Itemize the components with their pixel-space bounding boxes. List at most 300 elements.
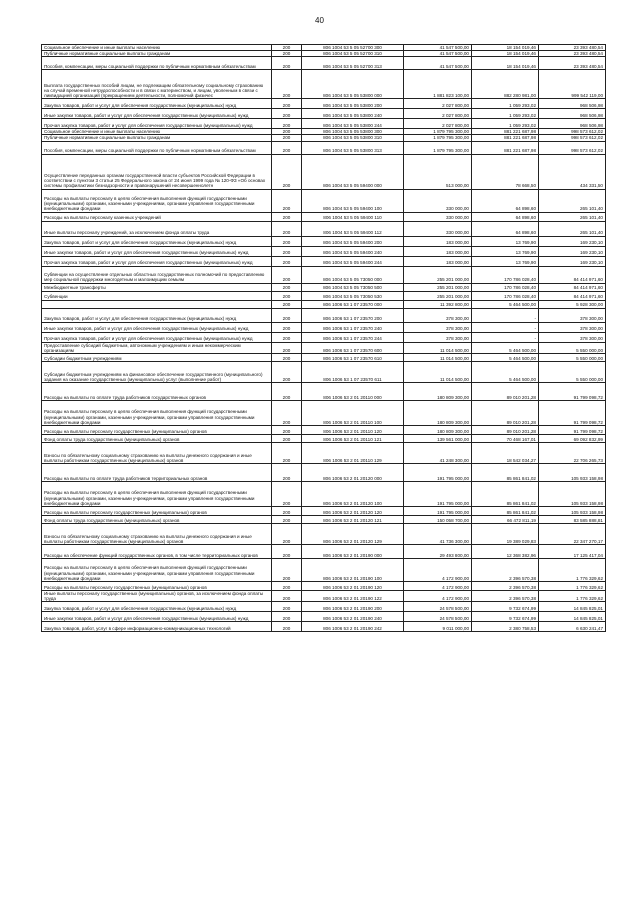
row-budget-code: 806 1006 53 2 01 20110 000 bbox=[302, 382, 404, 400]
row-budget-code: 806 1006 53 1 07 23570 600 bbox=[302, 342, 404, 353]
row-budget-code: 806 1006 53 2 01 20120 129 bbox=[302, 523, 404, 544]
budget-execution-table bbox=[41, 44, 606, 632]
table-row bbox=[42, 256, 606, 266]
row-code: 200 bbox=[272, 266, 302, 283]
table-row bbox=[42, 622, 606, 632]
row-name: Закупка товаров, работ и услуг для обеспечения государственных (муниципальных) нужд bbox=[42, 602, 272, 612]
row-assigned-amount: 41 248 300,00 bbox=[404, 442, 472, 463]
row-executed-amount: 13 769,90 bbox=[472, 256, 539, 266]
row-budget-code: 806 1004 53 5 05 59400 244 bbox=[302, 256, 404, 266]
row-executed-amount: 882 280 981,00 bbox=[472, 70, 539, 99]
row-budget-code: 806 1006 53 2 01 20190 100 bbox=[302, 558, 404, 581]
row-budget-code: 806 1006 53 2 01 20190 120 bbox=[302, 581, 404, 590]
row-executed-amount: 1 059 293,02 bbox=[472, 99, 539, 109]
row-name: Расходы на выплаты по оплате труда работников государственных органов bbox=[42, 382, 272, 400]
table-row bbox=[42, 283, 606, 291]
row-name: Расходы на выплаты персоналу государственных (муниципальных) органов bbox=[42, 425, 272, 434]
row-executed-amount: 13 769,90 bbox=[472, 246, 539, 256]
row-name: Выплата государственных пособий лицам, не подлежащим обязательному социальному страхованию на случай временной нетрудоспособности и в связи с материнством, и лицам, уволенным в связи с ликвидацией организаций (прекращением деятельности, полномочий физичес bbox=[42, 70, 272, 99]
table-row bbox=[42, 308, 606, 322]
row-budget-code: 806 1006 53 2 01 20120 100 bbox=[302, 481, 404, 506]
row-executed-amount: 85 861 841,02 bbox=[472, 463, 539, 481]
row-unexecuted-amount: 83 585 888,81 bbox=[539, 515, 606, 523]
row-name: Прочая закупка товаров, работ и услуг для обеспечения государственных (муниципальных) нужд bbox=[42, 119, 272, 129]
row-budget-code: 806 1004 53 5 05 53800 244 bbox=[302, 119, 404, 129]
row-code: 200 bbox=[272, 51, 302, 57]
row-code: 200 bbox=[272, 135, 302, 141]
row-name: Публичные нормативные социальные выплаты гражданам bbox=[42, 135, 272, 141]
row-code: 200 bbox=[272, 361, 302, 382]
row-budget-code: 806 1004 53 5 05 59400 240 bbox=[302, 246, 404, 256]
row-budget-code: 806 1004 53 5 05 53800 310 bbox=[302, 135, 404, 141]
table-row bbox=[42, 212, 606, 221]
table-row bbox=[42, 558, 606, 581]
row-budget-code: 806 1004 53 5 05 53800 000 bbox=[302, 70, 404, 99]
row-assigned-amount: 378 300,00 bbox=[404, 322, 472, 332]
row-name: Иные закупки товаров, работ и услуг для обеспечения государственных (муниципальных) нужд bbox=[42, 246, 272, 256]
row-code: 200 bbox=[272, 515, 302, 523]
row-assigned-amount: 11 014 500,00 bbox=[404, 353, 472, 361]
row-executed-amount: 2 396 570,38 bbox=[472, 581, 539, 590]
row-assigned-amount: 180 809 300,00 bbox=[404, 400, 472, 425]
row-assigned-amount: 255 201 000,00 bbox=[404, 283, 472, 291]
row-budget-code: 806 1006 53 2 01 20120 000 bbox=[302, 463, 404, 481]
row-code: 200 bbox=[272, 291, 302, 300]
row-name: Межбюджетные трансферты bbox=[42, 283, 272, 291]
row-assigned-amount: 2 027 800,00 bbox=[404, 119, 472, 129]
row-unexecuted-amount: 17 125 417,04 bbox=[539, 544, 606, 558]
row-budget-code: 806 1004 53 5 05 59400 110 bbox=[302, 212, 404, 221]
row-unexecuted-amount: 378 300,00 bbox=[539, 308, 606, 322]
row-unexecuted-amount: 23 393 480,54 bbox=[539, 57, 606, 70]
row-unexecuted-amount: 998 573 612,02 bbox=[539, 141, 606, 154]
row-unexecuted-amount: 5 928 300,00 bbox=[539, 300, 606, 308]
table-row bbox=[42, 189, 606, 212]
row-name: Закупка товаров, работ и услуг для обеспечения государственных (муниципальных) нужд bbox=[42, 308, 272, 322]
row-assigned-amount: 41 547 500,00 bbox=[404, 57, 472, 70]
page-number: 40 bbox=[315, 16, 324, 25]
table-row bbox=[42, 342, 606, 353]
row-assigned-amount: 41 547 500,00 bbox=[404, 51, 472, 57]
row-assigned-amount: 1 879 795 300,00 bbox=[404, 129, 472, 135]
row-executed-amount: 78 668,50 bbox=[472, 154, 539, 189]
row-name: Расходы на обеспечение функций государственных органов, в том числе территориальных органов bbox=[42, 544, 272, 558]
row-executed-amount: 5 464 500,00 bbox=[472, 342, 539, 353]
row-budget-code: 806 1004 53 5 05 52700 300 bbox=[302, 45, 404, 51]
row-assigned-amount: 2 027 800,00 bbox=[404, 99, 472, 109]
table-row bbox=[42, 129, 606, 135]
row-code: 200 bbox=[272, 154, 302, 189]
row-name: Закупка товаров, работ и услуг для обеспечения государственных (муниципальных) нужд bbox=[42, 236, 272, 246]
row-executed-amount: 89 010 201,28 bbox=[472, 400, 539, 425]
table-row bbox=[42, 544, 606, 558]
table-row bbox=[42, 154, 606, 189]
row-code: 200 bbox=[272, 141, 302, 154]
row-code: 200 bbox=[272, 602, 302, 612]
row-budget-code: 806 1006 53 2 01 20120 120 bbox=[302, 506, 404, 515]
row-executed-amount: 18 154 019,46 bbox=[472, 45, 539, 51]
row-name: Субсидии бюджетным учреждениям bbox=[42, 353, 272, 361]
row-executed-amount: 1 059 293,02 bbox=[472, 119, 539, 129]
row-assigned-amount: 4 172 900,00 bbox=[404, 558, 472, 581]
row-budget-code: 806 1006 53 2 01 20190 200 bbox=[302, 602, 404, 612]
row-executed-amount: 9 732 674,99 bbox=[472, 602, 539, 612]
row-assigned-amount: 330 000,00 bbox=[404, 221, 472, 236]
row-executed-amount: 9 732 674,99 bbox=[472, 612, 539, 622]
row-assigned-amount: 183 000,00 bbox=[404, 256, 472, 266]
row-assigned-amount: 378 300,00 bbox=[404, 332, 472, 342]
row-budget-code: 806 1006 53 2 01 20110 121 bbox=[302, 434, 404, 442]
row-unexecuted-amount: 84 414 971,60 bbox=[539, 266, 606, 283]
row-unexecuted-amount: 1 776 329,62 bbox=[539, 558, 606, 581]
row-budget-code: 806 1004 53 5 05 73050 500 bbox=[302, 283, 404, 291]
table-row bbox=[42, 425, 606, 434]
row-code: 200 bbox=[272, 581, 302, 590]
row-name: Фонд оплаты труда государственных (муниципальных) органов bbox=[42, 434, 272, 442]
row-assigned-amount: 24 578 500,00 bbox=[404, 602, 472, 612]
row-executed-amount: 5 464 500,00 bbox=[472, 361, 539, 382]
row-budget-code: 806 1006 53 1 07 23570 611 bbox=[302, 361, 404, 382]
row-executed-amount: 19 389 029,83 bbox=[472, 523, 539, 544]
row-unexecuted-amount: 169 230,10 bbox=[539, 236, 606, 246]
row-name: Предоставление субсидий бюджетным, автономным учреждениям и иным некоммерческим организациям bbox=[42, 342, 272, 353]
row-unexecuted-amount: 69 092 832,99 bbox=[539, 434, 606, 442]
row-executed-amount: 18 154 019,46 bbox=[472, 51, 539, 57]
row-name: Расходы на выплаты персоналу в целях обеспечения выполнения функций государственными (муниципальными) органами, казенными учреждениями, органами управления государственными внебюджетными фондами bbox=[42, 481, 272, 506]
table-row bbox=[42, 523, 606, 544]
row-name: Расходы на выплаты персоналу в целях обеспечения выполнения функций государственными (муниципальными) органами, казенными учреждениями, органами управления государственными внебюджетными фондами bbox=[42, 400, 272, 425]
row-code: 200 bbox=[272, 236, 302, 246]
table-row bbox=[42, 581, 606, 590]
row-name: Субвенции bbox=[42, 291, 272, 300]
row-name: Расходы на выплаты персоналу казенных учреждений bbox=[42, 212, 272, 221]
row-unexecuted-amount: 22 706 265,73 bbox=[539, 442, 606, 463]
table-row bbox=[42, 109, 606, 119]
row-budget-code: 806 1006 53 1 07 23570 000 bbox=[302, 300, 404, 308]
row-code: 200 bbox=[272, 308, 302, 322]
row-name: Иные закупки товаров, работ и услуг для обеспечения государственных (муниципальных) нужд bbox=[42, 109, 272, 119]
row-unexecuted-amount: 378 300,00 bbox=[539, 322, 606, 332]
row-budget-code: 806 1004 53 5 05 52700 310 bbox=[302, 51, 404, 57]
row-name bbox=[42, 300, 272, 308]
row-assigned-amount: 180 809 300,00 bbox=[404, 382, 472, 400]
table-row bbox=[42, 515, 606, 523]
row-assigned-amount: 41 736 300,00 bbox=[404, 523, 472, 544]
row-unexecuted-amount: 265 101,40 bbox=[539, 189, 606, 212]
row-name: Взносы по обязательному социальному страхованию на выплаты денежного содержания и иные выплаты работникам государственных (муниципальных) органов bbox=[42, 442, 272, 463]
table-row bbox=[42, 506, 606, 515]
row-assigned-amount: 41 547 500,00 bbox=[404, 45, 472, 51]
row-executed-amount: 12 368 382,96 bbox=[472, 544, 539, 558]
row-code: 200 bbox=[272, 256, 302, 266]
table-row bbox=[42, 135, 606, 141]
row-assigned-amount: 1 879 795 300,00 bbox=[404, 135, 472, 141]
row-unexecuted-amount: 265 101,40 bbox=[539, 212, 606, 221]
row-unexecuted-amount: 999 542 119,00 bbox=[539, 70, 606, 99]
row-unexecuted-amount: 265 101,40 bbox=[539, 221, 606, 236]
row-budget-code: 806 1004 53 5 05 59400 000 bbox=[302, 154, 404, 189]
row-unexecuted-amount: 23 393 480,54 bbox=[539, 51, 606, 57]
row-name: Публичные нормативные социальные выплаты гражданам bbox=[42, 51, 272, 57]
table-row bbox=[42, 99, 606, 109]
row-name: Прочая закупка товаров, работ и услуг для обеспечения государственных (муниципальных) нужд bbox=[42, 332, 272, 342]
row-executed-amount: 64 898,60 bbox=[472, 212, 539, 221]
row-budget-code: 806 1004 53 5 05 53800 300 bbox=[302, 129, 404, 135]
row-assigned-amount: 255 201 000,00 bbox=[404, 291, 472, 300]
table-row bbox=[42, 361, 606, 382]
row-code: 200 bbox=[272, 283, 302, 291]
row-budget-code: 806 1006 53 1 07 23570 240 bbox=[302, 322, 404, 332]
row-name: Субвенции на осуществление отдельных областных государственных полномочий по предоставлению мер социальной поддержки многодетным и малоимущим семьям bbox=[42, 266, 272, 283]
row-budget-code: 806 1004 53 5 05 53800 240 bbox=[302, 109, 404, 119]
row-budget-code: 806 1004 53 5 05 53800 200 bbox=[302, 99, 404, 109]
table-row bbox=[42, 70, 606, 99]
row-unexecuted-amount: 169 230,10 bbox=[539, 256, 606, 266]
table-row bbox=[42, 57, 606, 70]
row-code: 200 bbox=[272, 544, 302, 558]
row-unexecuted-amount: 84 414 971,60 bbox=[539, 283, 606, 291]
row-executed-amount: - bbox=[472, 308, 539, 322]
row-name: Расходы на выплаты персоналу государственных (муниципальных) органов bbox=[42, 506, 272, 515]
row-name: Иные выплаты персоналу учреждений, за исключением фонда оплаты труда bbox=[42, 221, 272, 236]
row-executed-amount: 89 010 201,28 bbox=[472, 425, 539, 434]
row-executed-amount: 64 898,60 bbox=[472, 189, 539, 212]
row-unexecuted-amount: 105 933 158,98 bbox=[539, 481, 606, 506]
row-assigned-amount: 183 000,00 bbox=[404, 236, 472, 246]
row-unexecuted-amount: 6 630 241,47 bbox=[539, 622, 606, 632]
row-executed-amount: 881 221 687,98 bbox=[472, 135, 539, 141]
row-name: Расходы на выплаты персоналу в целях обеспечения выполнения функций государственными (муниципальными) органами, казенными учреждениями, органами управления государственными внебюджетными фондами bbox=[42, 558, 272, 581]
row-budget-code: 806 1006 53 2 01 20110 100 bbox=[302, 400, 404, 425]
row-unexecuted-amount: 91 799 098,72 bbox=[539, 400, 606, 425]
row-name: Расходы на выплаты по оплате труда работников территориальных органов bbox=[42, 463, 272, 481]
row-code: 200 bbox=[272, 70, 302, 99]
row-budget-code: 806 1006 53 2 01 20190 240 bbox=[302, 612, 404, 622]
row-unexecuted-amount: 91 799 098,72 bbox=[539, 382, 606, 400]
row-name: Расходы на выплаты персоналу в целях обеспечения выполнения функций государственными (муниципальными) органами, казенными учреждениями, органами управления государственными внебюджетными фондами bbox=[42, 189, 272, 212]
row-assigned-amount: 11 014 500,00 bbox=[404, 342, 472, 353]
row-executed-amount: 1 059 293,02 bbox=[472, 109, 539, 119]
row-assigned-amount: 330 000,00 bbox=[404, 212, 472, 221]
row-assigned-amount: 24 578 500,00 bbox=[404, 612, 472, 622]
row-executed-amount: 5 464 500,00 bbox=[472, 353, 539, 361]
row-code: 200 bbox=[272, 99, 302, 109]
row-code: 200 bbox=[272, 442, 302, 463]
row-executed-amount: 85 861 841,02 bbox=[472, 481, 539, 506]
table-row bbox=[42, 332, 606, 342]
row-assigned-amount: 191 795 000,00 bbox=[404, 463, 472, 481]
row-assigned-amount: 4 172 900,00 bbox=[404, 590, 472, 601]
row-executed-amount: 13 769,90 bbox=[472, 236, 539, 246]
row-assigned-amount: 150 058 700,00 bbox=[404, 515, 472, 523]
table-row bbox=[42, 353, 606, 361]
row-name: Пособия, компенсации, меры социальной поддержки по публичным нормативным обязательствам bbox=[42, 57, 272, 70]
row-unexecuted-amount: 968 506,98 bbox=[539, 109, 606, 119]
row-executed-amount: 89 010 201,28 bbox=[472, 382, 539, 400]
row-assigned-amount: 139 561 000,00 bbox=[404, 434, 472, 442]
row-unexecuted-amount: 5 550 000,00 bbox=[539, 353, 606, 361]
row-name: Социальное обеспечение и иные выплаты населению bbox=[42, 129, 272, 135]
table-row bbox=[42, 590, 606, 601]
table-row bbox=[42, 221, 606, 236]
table-row bbox=[42, 602, 606, 612]
row-budget-code: 806 1006 53 2 01 20110 120 bbox=[302, 425, 404, 434]
table-row bbox=[42, 463, 606, 481]
table-row bbox=[42, 322, 606, 332]
row-code: 200 bbox=[272, 342, 302, 353]
row-budget-code: 806 1006 53 2 01 20110 129 bbox=[302, 442, 404, 463]
row-code: 200 bbox=[272, 612, 302, 622]
row-code: 200 bbox=[272, 382, 302, 400]
table-row bbox=[42, 612, 606, 622]
row-code: 200 bbox=[272, 300, 302, 308]
table-row bbox=[42, 442, 606, 463]
row-code: 200 bbox=[272, 622, 302, 632]
row-code: 200 bbox=[272, 463, 302, 481]
row-unexecuted-amount: 105 933 158,98 bbox=[539, 463, 606, 481]
row-unexecuted-amount: 5 550 000,00 bbox=[539, 361, 606, 382]
row-assigned-amount: 255 201 000,00 bbox=[404, 266, 472, 283]
row-unexecuted-amount: 968 506,98 bbox=[539, 119, 606, 129]
table-row bbox=[42, 51, 606, 57]
row-executed-amount: - bbox=[472, 322, 539, 332]
row-code: 200 bbox=[272, 189, 302, 212]
row-assigned-amount: 29 493 800,00 bbox=[404, 544, 472, 558]
row-assigned-amount: 1 879 795 300,00 bbox=[404, 141, 472, 154]
table-row bbox=[42, 266, 606, 283]
row-budget-code: 806 1004 53 5 05 53800 313 bbox=[302, 141, 404, 154]
row-executed-amount: 85 861 841,02 bbox=[472, 506, 539, 515]
row-budget-code: 806 1004 53 5 05 59400 100 bbox=[302, 189, 404, 212]
row-assigned-amount: 180 809 300,00 bbox=[404, 425, 472, 434]
row-executed-amount: 5 464 500,00 bbox=[472, 300, 539, 308]
table-row bbox=[42, 300, 606, 308]
row-assigned-amount: 2 027 800,00 bbox=[404, 109, 472, 119]
row-budget-code: 806 1004 53 5 05 59400 200 bbox=[302, 236, 404, 246]
row-code: 200 bbox=[272, 57, 302, 70]
row-executed-amount: 70 468 167,01 bbox=[472, 434, 539, 442]
row-assigned-amount: 378 300,00 bbox=[404, 308, 472, 322]
row-unexecuted-amount: 1 776 329,62 bbox=[539, 590, 606, 601]
row-budget-code: 806 1006 53 2 01 20120 121 bbox=[302, 515, 404, 523]
row-unexecuted-amount: 169 230,10 bbox=[539, 246, 606, 256]
row-budget-code: 806 1006 53 2 01 20190 122 bbox=[302, 590, 404, 601]
row-code: 200 bbox=[272, 109, 302, 119]
row-executed-amount: 2 380 758,53 bbox=[472, 622, 539, 632]
row-budget-code: 806 1006 53 2 01 20190 242 bbox=[302, 622, 404, 632]
row-code: 200 bbox=[272, 45, 302, 51]
table-row bbox=[42, 434, 606, 442]
row-assigned-amount: 183 000,00 bbox=[404, 246, 472, 256]
row-unexecuted-amount: 14 845 825,01 bbox=[539, 612, 606, 622]
row-name: Фонд оплаты труда государственных (муниципальных) органов bbox=[42, 515, 272, 523]
row-name: Иные закупки товаров, работ и услуг для обеспечения государственных (муниципальных) нужд bbox=[42, 322, 272, 332]
row-unexecuted-amount: 23 393 480,54 bbox=[539, 45, 606, 51]
row-executed-amount: 2 396 570,38 bbox=[472, 590, 539, 601]
row-assigned-amount: 513 000,00 bbox=[404, 154, 472, 189]
row-name: Закупка товаров, работ, услуг в сфере информационно-коммуникационных технологий bbox=[42, 622, 272, 632]
table-row bbox=[42, 400, 606, 425]
row-code: 200 bbox=[272, 558, 302, 581]
row-budget-code: 806 1004 53 5 05 52700 313 bbox=[302, 57, 404, 70]
row-unexecuted-amount: 22 347 270,17 bbox=[539, 523, 606, 544]
row-name: Расходы на выплаты персоналу государственных (муниципальных) органов bbox=[42, 581, 272, 590]
row-assigned-amount: 330 000,00 bbox=[404, 189, 472, 212]
row-assigned-amount: 191 795 000,00 bbox=[404, 506, 472, 515]
row-code: 200 bbox=[272, 434, 302, 442]
row-unexecuted-amount: 105 933 158,98 bbox=[539, 506, 606, 515]
row-executed-amount: 66 472 811,19 bbox=[472, 515, 539, 523]
row-budget-code: 806 1006 53 1 07 23570 244 bbox=[302, 332, 404, 342]
row-budget-code: 806 1004 53 5 05 73050 000 bbox=[302, 266, 404, 283]
table-row bbox=[42, 291, 606, 300]
row-name: Прочая закупка товаров, работ и услуг для обеспечения государственных (муниципальных) нужд bbox=[42, 256, 272, 266]
row-code: 200 bbox=[272, 322, 302, 332]
row-unexecuted-amount: 5 550 000,00 bbox=[539, 342, 606, 353]
row-executed-amount: 170 786 028,40 bbox=[472, 291, 539, 300]
row-executed-amount: 64 898,60 bbox=[472, 221, 539, 236]
row-unexecuted-amount: 998 573 612,02 bbox=[539, 129, 606, 135]
row-unexecuted-amount: 968 506,98 bbox=[539, 99, 606, 109]
row-name: Иные закупки товаров, работ и услуг для обеспечения государственных (муниципальных) нужд bbox=[42, 612, 272, 622]
row-name: Взносы по обязательному социальному страхованию на выплаты денежного содержания и иные выплаты работникам государственных (муниципальных) органов bbox=[42, 523, 272, 544]
row-code: 200 bbox=[272, 506, 302, 515]
row-name: Осуществление переданных органам государственной власти субъектов Российской Федерации в соответствии с пунктом 3 статьи 25 Федерального закона от 24 июня 1999 года № 120-ФЗ «Об основах системы профилактики безнадзорности и правонарушений несовершеннолетн bbox=[42, 154, 272, 189]
row-executed-amount: 18 154 019,46 bbox=[472, 57, 539, 70]
row-name: Социальное обеспечение и иные выплаты населению bbox=[42, 45, 272, 51]
row-code: 200 bbox=[272, 481, 302, 506]
table-row bbox=[42, 119, 606, 129]
row-code: 200 bbox=[272, 590, 302, 601]
row-unexecuted-amount: 84 414 971,60 bbox=[539, 291, 606, 300]
row-name: Субсидии бюджетным учреждениям на финансовое обеспечение государственного (муниципального) задания на оказание государственных (муниципальных) услуг (выполнение работ) bbox=[42, 361, 272, 382]
row-code: 200 bbox=[272, 119, 302, 129]
row-code: 200 bbox=[272, 400, 302, 425]
row-executed-amount: 2 396 570,38 bbox=[472, 558, 539, 581]
row-code: 200 bbox=[272, 332, 302, 342]
row-executed-amount: 881 221 687,98 bbox=[472, 141, 539, 154]
row-executed-amount: 170 786 028,40 bbox=[472, 283, 539, 291]
row-budget-code: 806 1004 53 5 05 59400 112 bbox=[302, 221, 404, 236]
row-code: 200 bbox=[272, 221, 302, 236]
row-code: 200 bbox=[272, 353, 302, 361]
row-budget-code: 806 1006 53 1 07 23570 610 bbox=[302, 353, 404, 361]
row-assigned-amount: 4 172 900,00 bbox=[404, 581, 472, 590]
table-row bbox=[42, 246, 606, 256]
row-code: 200 bbox=[272, 129, 302, 135]
row-name: Иные выплаты персоналу государственных (муниципальных) органов, за исключением фонда оплаты труда bbox=[42, 590, 272, 601]
row-unexecuted-amount: 14 845 825,01 bbox=[539, 602, 606, 612]
row-budget-code: 806 1006 53 2 01 20190 000 bbox=[302, 544, 404, 558]
row-assigned-amount: 9 011 000,00 bbox=[404, 622, 472, 632]
row-executed-amount: 170 786 028,40 bbox=[472, 266, 539, 283]
row-unexecuted-amount: 91 799 098,72 bbox=[539, 425, 606, 434]
row-executed-amount: 881 221 687,98 bbox=[472, 129, 539, 135]
row-assigned-amount: 191 795 000,00 bbox=[404, 481, 472, 506]
row-budget-code: 806 1006 53 1 07 23570 200 bbox=[302, 308, 404, 322]
row-unexecuted-amount: 1 776 329,62 bbox=[539, 581, 606, 590]
row-code: 200 bbox=[272, 523, 302, 544]
row-unexecuted-amount: 378 300,00 bbox=[539, 332, 606, 342]
table-row bbox=[42, 481, 606, 506]
row-assigned-amount: 1 881 823 100,00 bbox=[404, 70, 472, 99]
row-assigned-amount: 11 392 800,00 bbox=[404, 300, 472, 308]
row-unexecuted-amount: 998 573 612,02 bbox=[539, 135, 606, 141]
row-code: 200 bbox=[272, 212, 302, 221]
row-assigned-amount: 11 014 500,00 bbox=[404, 361, 472, 382]
row-unexecuted-amount: 434 331,50 bbox=[539, 154, 606, 189]
row-executed-amount: - bbox=[472, 332, 539, 342]
